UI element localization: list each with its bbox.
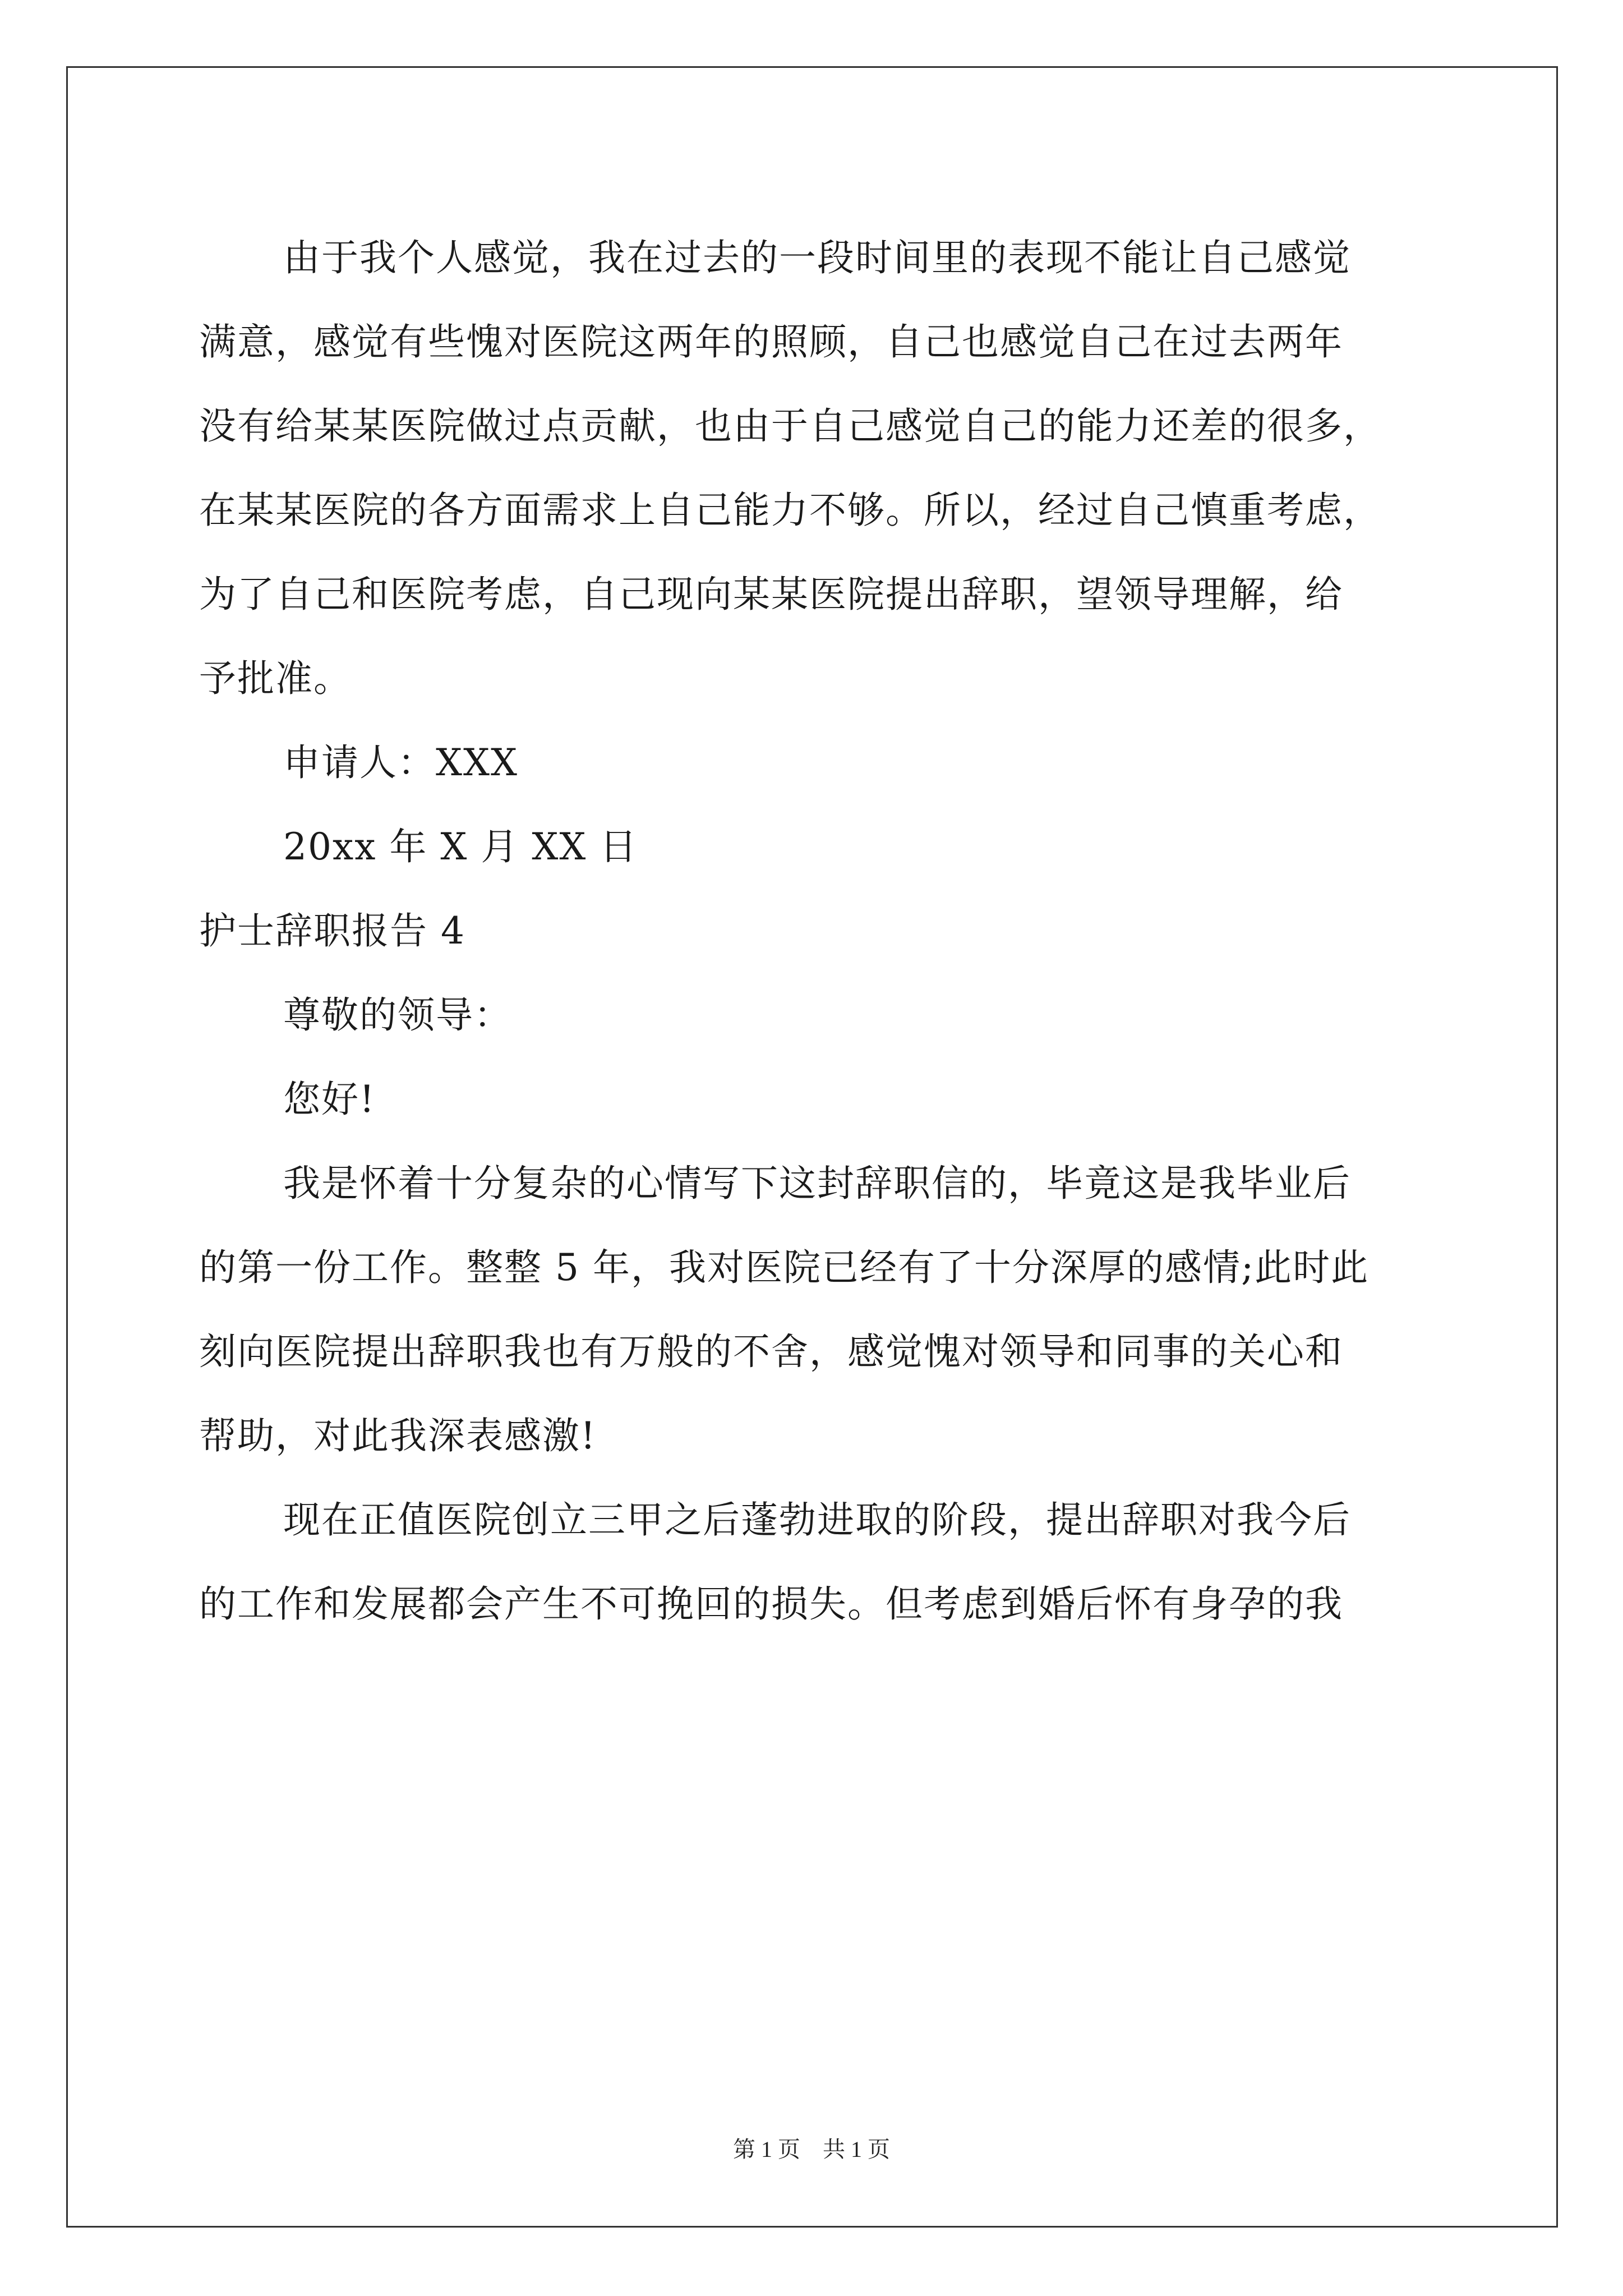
- paragraph-7-line: 帮助，对此我深表感激!: [199, 1414, 597, 1457]
- paragraph-1-line: 在某某医院的各方面需求上自己能力不够。所以，经过自己慎重考虑，: [199, 489, 1381, 532]
- paragraph-1-first-line: 由于我个人感觉，我在过去的一段时间里的表现不能让自己感觉: [283, 236, 1351, 279]
- paragraph-3-first-line: 20xx 年 X 月 XX 日: [283, 825, 638, 868]
- paragraph-8-line: 的工作和发展都会产生不可挽回的损失。但考虑到婚后怀有身孕的我: [199, 1582, 1343, 1626]
- paragraph-1-line: 满意，感觉有些愧对医院这两年的照顾，自己也感觉自己在过去两年: [199, 320, 1343, 364]
- paragraph-1-line: 为了自己和医院考虑，自己现向某某医院提出辞职，望领导理解，给: [199, 573, 1343, 616]
- paragraph-5-first-line: 尊敬的领导：: [283, 993, 512, 1037]
- paragraph-1-line: 没有给某某医院做过点贡献，也由于自己感觉自己的能力还差的很多，: [199, 404, 1381, 448]
- paragraph-2-first-line: 申请人：XXX: [283, 741, 518, 784]
- paragraph-6-first-line: 您好!: [283, 1078, 376, 1121]
- document-body: [199, 216, 1433, 1646]
- paragraph-7-line: 刻向医院提出辞职我也有万般的不舍，感觉愧对领导和同事的关心和: [199, 1330, 1343, 1373]
- page-footer: 第 1 页 共 1 页: [733, 2137, 890, 2162]
- paragraph-8-first-line: 现在正值医院创立三甲之后蓬勃进取的阶段，提出辞职对我今后: [283, 1498, 1351, 1542]
- paragraph-4-first-line: 护士辞职报告 4: [199, 909, 465, 953]
- paragraph-1-line: 予批准。: [199, 657, 352, 700]
- paragraph-7-line: 的第一份工作。整整 5 年，我对医院已经有了十分深厚的感情;此时此: [199, 1246, 1370, 1289]
- paragraph-7-first-line: 我是怀着十分复杂的心情写下这封辞职信的，毕竟这是我毕业后: [283, 1162, 1351, 1205]
